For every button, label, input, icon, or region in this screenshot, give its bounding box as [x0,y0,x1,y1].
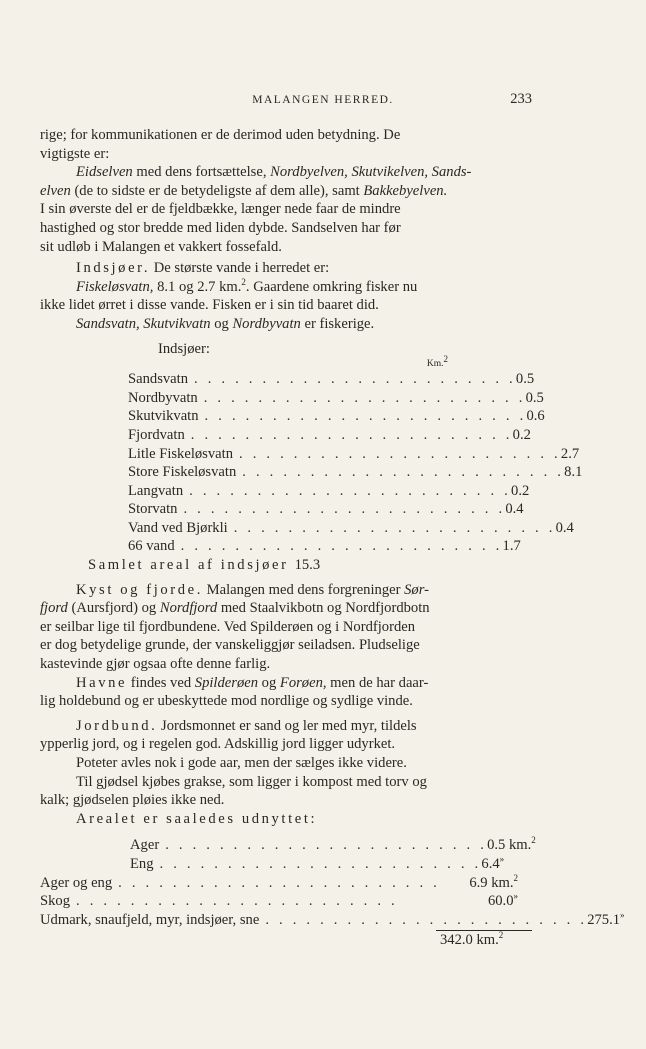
text-line: I sin øverste del er de fjeldbække, længer nede faar de mindre [40,201,401,218]
lake-name: Langvatn [128,482,184,499]
running-header [0,91,646,109]
lake-area: 0.4 [555,519,574,536]
lake-name: 66 vand [128,538,175,555]
text-line: lig holdebund og er ubeskyttede mod nordlige og sydlige vinde. [40,693,413,710]
text-line: Sandsvatn, Skutvikvatn og Nordbyvatn er fiskerige. [76,315,375,332]
leader-dots: . . . . . . . . . . . . . . . . . . . . . . . . [233,519,556,536]
area-name: Skog [40,893,71,910]
text-line: rige; for kommunikationen er de derimod uden betydning. De [40,127,401,143]
leader-dots: . . . . . . . . . . . . . . . . . . . . . . . . [203,389,526,406]
lake-total-value: 15.3 [294,557,321,574]
area-row [130,854,505,874]
area-name: Ager og eng [40,874,113,891]
area-row [40,892,520,911]
lake-area: 0.2 [512,426,531,443]
text-line: Til gjødsel kjøbes grakse, som ligger i kompost med torv og [76,773,427,790]
unit-label: Km.$^2$ [426,353,448,370]
lake-area: 1.7 [502,538,521,555]
section-heading: Havne [76,674,128,691]
text-line: ikke lidet ørret i disse vande. Fisken er i sin tid baaret did. [40,297,379,314]
lake-table [128,353,583,556]
area-row [130,835,536,855]
lake-name: Sandsvatn [128,371,188,388]
area-name: Ager [130,837,160,854]
lake-row [128,445,580,464]
leader-dots: . . . . . . . . . . . . . . . . . . . . . . . . [183,501,506,518]
lake-name: Skutvikvatn [128,408,199,425]
text-line: Fiskeløsvatn, 8.1 og 2.7 km.$^2$. Gaardene omkring fisker nu [76,276,418,295]
lake-total: Samlet areal af indsjøer 15.3 [88,557,321,574]
leader-dots: . . . . . . . . . . . . . . . . . . . . . . . . [194,371,516,388]
text-line: Poteter avles nok i gode aar, men der sælges ikke videre. [76,755,407,771]
lake-area: 0.4 [505,501,524,518]
area-value: 60.0» [487,891,518,910]
page-number: 233 [510,91,532,107]
section-heading: Kyst og fjorde. [76,581,203,598]
lake-row [128,463,583,482]
area-name: Eng [130,855,154,872]
section-kyst: Kyst og fjorde. Malangen med dens forgreninger Sør- [76,581,429,598]
leader-dots: . . . . . . . . . . . . . . . . . . . . . . . . [118,874,441,891]
lake-name: Litle Fiskeløsvatn [128,445,233,462]
lake-name: Fjordvatn [128,426,185,443]
lake-area: 8.1 [564,464,583,481]
lake-area: 0.2 [511,482,530,499]
lake-row [128,370,535,389]
area-name: Udmark, snaufjeld, myr, indsjøer, sne [40,911,260,928]
leader-dots: . . . . . . . . . . . . . . . . . . . . . . . . [180,538,503,555]
lake-area: 0.5 [515,371,535,388]
area-value: 0.5 km.$^2$ [487,835,536,854]
text-line: Arealet er saaledes udnyttet: [76,810,318,827]
section-heading: Indsjøer. [76,260,151,277]
area-value: 275.1» [587,909,625,928]
section-havne: Havne findes ved Spilderøen og Forøen, men de har daar- [76,674,429,691]
area-row [40,909,625,930]
text-line: hastighed og stor bredde med liden dybde. Sandselven har før [40,219,401,236]
area-total: 342.0 km.$^2$ [440,930,504,949]
leader-dots: . . . . . . . . . . . . . . . . . . . . . . . . [190,426,513,443]
leader-dots: . . . . . . . . . . . . . . . . . . . . . . . . [204,408,527,425]
area-outer-table [40,872,625,930]
section-heading: Jordbund. [76,717,158,734]
area-value: 6.4» [481,854,505,872]
text-line: er seilbar lige til fjordbundene. Ved Spilderøen og i Nordfjorden [40,618,416,635]
area-row [40,874,520,893]
text-line: fjord (Aursfjord) og Nordfjord med Staalvikbotn og Nordfjordbotn [40,600,430,617]
text-line: Eidselven med dens fortsættelse, Nordbyelven, Skutvikelven, Sands- [76,164,472,181]
lake-area: 0.5 [525,389,544,406]
text-line: elven (de to sidste er de betydeligste af dem alle), samt Bakkebyelven. [40,182,448,199]
leader-dots: . . . . . . . . . . . . . . . . . . . . . . . . [159,855,482,872]
lake-row [128,389,544,408]
leader-dots: . . . . . . . . . . . . . . . . . . . . . . . . [265,911,588,928]
leader-dots: . . . . . . . . . . . . . . . . . . . . . . . . [165,837,488,854]
running-title: MALANGEN HERRED. [252,94,394,106]
lake-row [128,407,545,426]
lake-row [128,537,521,556]
lake-name: Storvatn [128,501,178,518]
text-line: sit udløb i Malangen et vakkert fossefald. [40,238,282,255]
text-line: er dog betydelige grunde, der vanskeliggjør seiladsen. Pludselige [40,637,420,654]
lake-row [128,519,574,538]
page-body [40,126,625,950]
lake-area: 2.7 [560,445,580,462]
leader-dots: . . . . . . . . . . . . . . . . . . . . . . . . [242,464,565,481]
section-indsjoer: Indsjøer. De største vande i herredet er: [76,260,330,277]
lake-name: Nordbyvatn [128,389,198,406]
leader-dots: . . . . . . . . . . . . . . . . . . . . . . . . [189,482,512,499]
text-line: vigtigste er: [40,145,110,162]
lake-name: Store Fiskeløsvatn [128,464,237,481]
text-line: kastevinde gjør ogsaa ofte denne farlig. [40,656,271,673]
section-jordbund: Jordbund. Jordsmonnet er sand og ler med myr, tildels [76,717,417,734]
lake-area: 0.6 [526,408,545,425]
text-line: kalk; gjødselen pløies ikke ned. [40,792,225,809]
leader-dots: . . . . . . . . . . . . . . . . . . . . . . . . [239,445,561,462]
leader-dots: . . . . . . . . . . . . . . . . . . . . . . . . [76,893,398,910]
lake-row [128,426,531,445]
area-inner-table [130,835,536,873]
lake-row [128,482,530,501]
text-line: ypperlig jord, og i regelen god. Adskillig jord ligger udyrket. [40,736,396,753]
lake-name: Vand ved Bjørkli [128,519,228,536]
lake-row [128,500,524,519]
area-value: 6.9 km.$^2$ [469,872,518,891]
table-subheading: Indsjøer: [158,340,210,357]
